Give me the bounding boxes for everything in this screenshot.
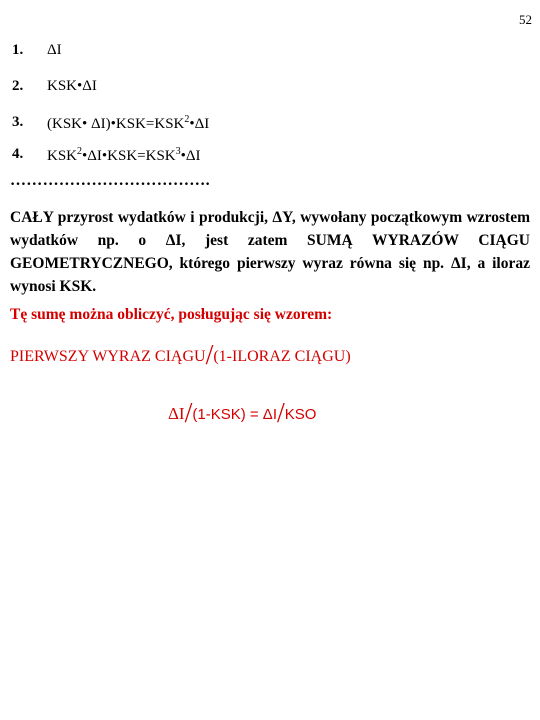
list-item-text: ΔI bbox=[47, 42, 62, 58]
list-item-number: 1. bbox=[12, 42, 24, 58]
dotted-separator: ………………………………. bbox=[10, 172, 210, 189]
main-paragraph: CAŁY przyrost wydatków i produkcji, ΔY, wywołany początkowym wzrostem wydatków np. o ΔI, jest zatem SUMĄ WYRAZÓW CIĄGU GEOMETRYCZNEGO, którego pierwszy wyraz równa się np. ΔI, a iloraz wynosi KSK. bbox=[10, 209, 530, 295]
page-number: 52 bbox=[519, 12, 532, 27]
list-item-text: (KSK• $\Delta I)•KSK=KSK^2•\Delta I$ bbox=[47, 114, 210, 132]
general-formula: PIERWSZY WYRAZ CIĄGU/(1-ILORAZ CIĄGU) bbox=[10, 340, 351, 371]
ksk-formula: ΔI/(1-KSK) = ΔI/KSO bbox=[168, 398, 317, 429]
list-item-number: 4. bbox=[12, 146, 24, 162]
formula-intro: Tę sumę można obliczyć, posługując się wzorem: bbox=[10, 306, 333, 323]
list-item-number: 2. bbox=[12, 78, 24, 94]
list-item-text: $KSK^2•\Delta I•KSK=KSK^3•\Delta I$ bbox=[47, 146, 201, 164]
list-item-number: 3. bbox=[12, 114, 24, 130]
list-item-text: KSK•ΔI bbox=[47, 78, 97, 94]
